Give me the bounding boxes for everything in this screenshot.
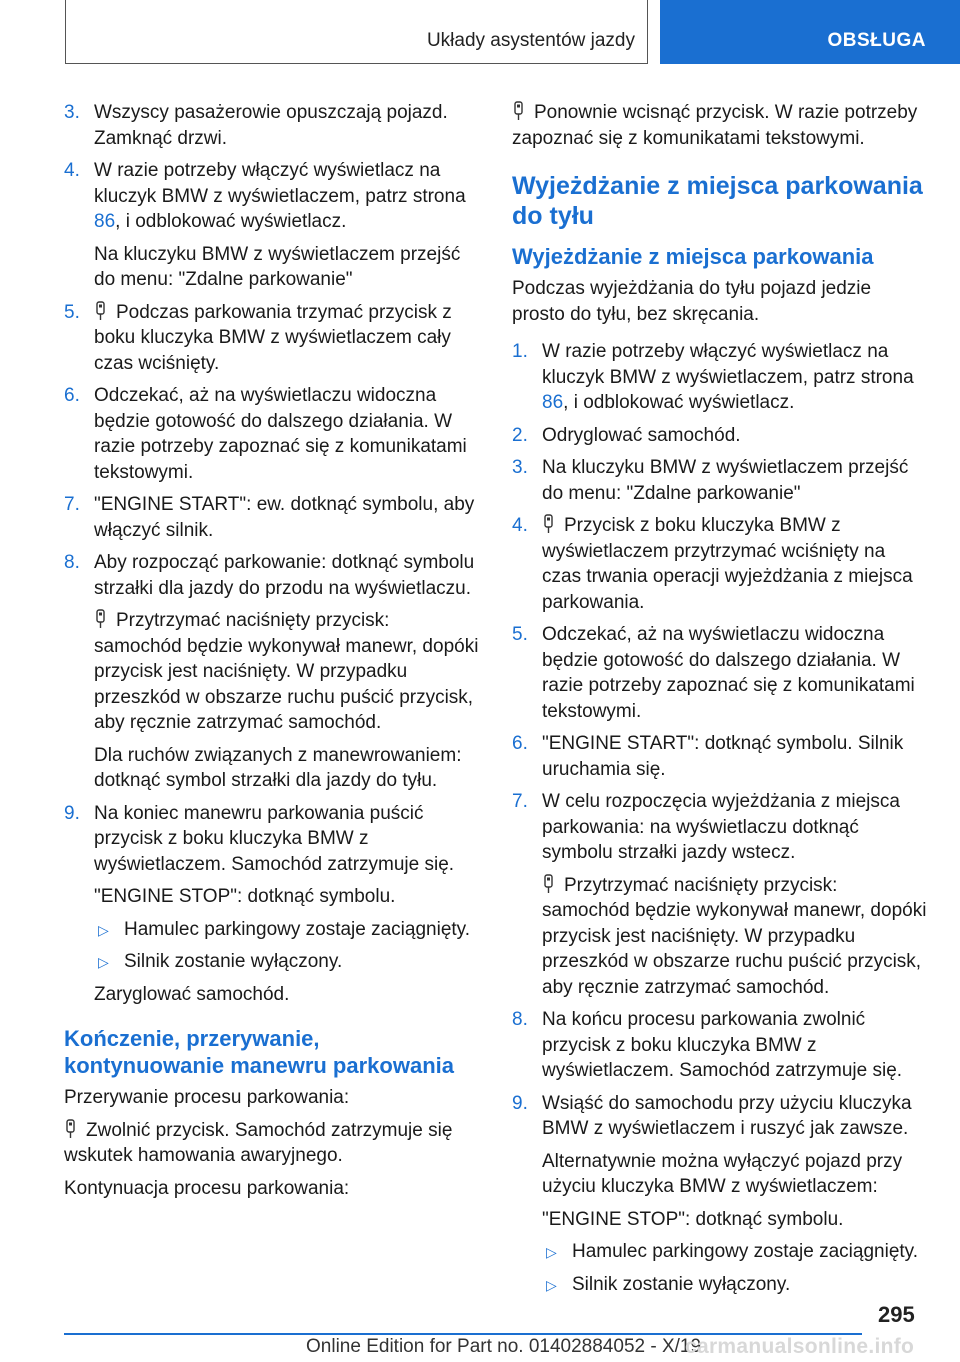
step-number: 5. [512,624,528,645]
bullet-text: Hamulec parkingowy zostaje zaciągnięty. [124,918,471,940]
step-9-sub-2: "ENGINE STOP": dotknąć symbolu. [542,1208,844,1230]
step-number: 4. [64,160,80,181]
step-text-cont: , i odblokować wyświetlacz. [115,211,347,232]
step-1 [512,339,928,416]
step-text: Podczas parkowania trzymać przycisk z boku kluczyka BMW z wyświetlaczem cały czas wciśnięty. [94,301,452,374]
step-text: Aby rozpocząć parkowanie: dotknąć symbolu strzałki dla jazdy do przodu na wyświetlaczu. [94,552,475,599]
step-text: W celu rozpoczęcia wyjeżdżania z miejsca parkowania: na wyświetlaczu dotknąć symbolu strzałki jazdy wstecz. [542,791,900,863]
step-text: Wszyscy pasażerowie opuszczają pojazd. Zamknąć drzwi. [94,102,448,149]
step-5 [64,300,480,377]
right-column [512,100,928,1304]
bullet-item [512,1272,928,1298]
paragraph [64,1118,480,1169]
step-number: 6. [64,385,80,406]
watermark: carmanualsonline.info [685,1335,915,1358]
chapter-title: OBSŁUGA [827,30,926,51]
chapter-tab [660,0,960,64]
sub-text: Przytrzymać naciśnięty przycisk: samochód będzie wykonywał manewr, dopóki przycisk jest naciśnięty. W przypadku przeszkód w obszarze ruchu puścić przycisk, aby ręcznie zatrzymać samochód. [542,874,927,998]
bullet-item [64,917,480,943]
step-text: "ENGINE START": ew. dotknąć symbolu, aby włączyć silnik. [94,494,475,541]
left-column [64,100,480,1208]
bullet-item [512,1239,928,1265]
section-title-box [65,0,648,64]
remote-key-button-icon [512,101,526,121]
step-number: 7. [64,494,80,515]
sub-text: Przytrzymać naciśnięty przycisk: samochód będzie wykonywał manewr, dopóki przycisk jest naciśnięty. W przypadku przeszkód w obszarze ruchu puścić przycisk, aby ręcznie zatrzymać samochód. [94,610,479,733]
step-2 [512,423,928,449]
step-text: Odczekać, aż na wyświetlaczu widoczna będzie gotowość do dalszego działania. W razie potrzeby zapoznać się z komunikatami tekstowymi. [542,624,915,722]
paragraph [512,100,928,151]
bullet-item [64,949,480,975]
bullet-text: Silnik zostanie wyłączony. [572,1273,791,1295]
step-number: 7. [512,791,528,812]
edition-text: Online Edition for Part no. 01402884052 - X/19 [306,1336,702,1357]
page-link-86[interactable]: 86 [542,392,564,413]
step-7 [512,789,928,866]
section-title: Układy asystentów jazdy [426,30,635,51]
paragraph: Kontynuacja procesu parkowania: [64,1177,350,1199]
remote-key-button-icon [94,609,108,629]
paragraph: Podczas wyjeżdżania do tyłu pojazd jedzie prosto do tyłu, bez skręcania. [512,278,872,325]
remote-key-button-icon [94,301,108,321]
step-text: Na koniec manewru parkowania puścić przycisk z boku kluczyka BMW z wyświetlaczem. Samochód zatrzymuje się. [94,802,455,875]
step-3 [64,100,480,151]
step-5 [512,622,928,724]
step-number: 8. [64,552,80,573]
step-number: 1. [512,341,528,362]
step-6 [64,383,480,485]
step-text: "ENGINE START": dotknąć symbolu. Silnik uruchamia się. [542,733,904,780]
step-7-sub [512,873,928,1001]
step-text: W razie potrzeby włączyć wyświetlacz na kluczyk BMW z wyświetlaczem, patrz strona [542,341,914,388]
bullet-text: Silnik zostanie wyłączony. [124,951,343,972]
step-8 [512,1007,928,1084]
step-7 [64,492,480,543]
step-number: 6. [512,733,528,754]
step-text: Odryglować samochód. [542,424,741,446]
step-number: 2. [512,424,528,446]
remote-key-button-icon [542,514,556,534]
step-4 [64,158,480,235]
bullet-text: Hamulec parkingowy zostaje zaciągnięty. [572,1241,919,1262]
paragraph-text: Ponownie wcisnąć przycisk. W razie potrzeby zapoznać się z komunikatami tekstowymi. [512,102,918,149]
step-text: Na końcu procesu parkowania zwolnić przycisk z boku kluczyka BMW z wyświetlaczem. Samochód zatrzymuje się. [542,1009,903,1081]
page-number: 295 [878,1302,915,1327]
paragraph: Przerywanie procesu parkowania: [64,1087,350,1108]
section-heading: Wyjeżdżanie z miejsca parkowania do tyłu [512,172,923,230]
step-number: 3. [512,457,528,478]
step-text: Odczekać, aż na wyświetlaczu widoczna będzie gotowość do dalszego działania. W razie potrzeby zapoznać się z komunikatami tekstowymi. [94,385,467,483]
step-9 [64,801,480,878]
step-number: 9. [512,1092,528,1114]
step-number: 4. [512,515,528,536]
step-9-sub-1: Alternatywnie można wyłączyć pojazd przy użyciu kluczyka BMW z wyświetlaczem: [542,1150,903,1197]
remote-key-button-icon [542,874,556,894]
step-4-sub: Na kluczyku BMW z wyświetlaczem przejść do menu: "Zdalne parkowanie" [94,243,461,290]
step-number: 8. [512,1009,528,1030]
triangle-bullet-icon: ▷ [546,1244,557,1260]
page-link-86[interactable]: 86 [94,211,116,232]
step-text: W razie potrzeby włączyć wyświetlacz na kluczyk BMW z wyświetlaczem, patrz strona [94,160,466,207]
step-9-sub: "ENGINE STOP": dotknąć symbolu. [94,886,396,907]
subsection-heading: Wyjeżdżanie z miejsca parkowania [512,244,874,269]
step-8-sub-1 [64,608,480,736]
step-8 [64,550,480,601]
step-number: 9. [64,802,80,824]
step-9-after: Zaryglować samochód. [94,983,290,1005]
triangle-bullet-icon: ▷ [546,1276,557,1293]
step-text-cont: , i odblokować wyświetlacz. [563,392,795,413]
step-text: Wsiąść do samochodu przy użyciu kluczyka BMW z wyświetlaczem i ruszyć jak zawsze. [542,1092,912,1139]
remote-key-button-icon [64,1119,78,1139]
step-text: Na kluczyku BMW z wyświetlaczem przejść do menu: "Zdalne parkowanie" [542,457,909,504]
step-text: Przycisk z boku kluczyka BMW z wyświetlaczem przytrzymać wciśnięty na czas trwania operacji wyjeżdżania z miejsca parkowania. [542,515,913,613]
section-heading: Kończenie, przerywanie, kontynuowanie manewru parkowania [64,1026,454,1078]
step-8-sub-2: Dla ruchów związanych z manewrowaniem: dotknąć symbol strzałki dla jazdy do tyłu. [94,744,462,791]
step-number: 3. [64,102,80,123]
step-number: 5. [64,301,80,323]
paragraph-text: Zwolnić przycisk. Samochód zatrzymuje się wskutek hamowania awaryjnego. [64,1119,453,1166]
triangle-bullet-icon: ▷ [98,954,109,970]
triangle-bullet-icon: ▷ [98,921,109,938]
step-3 [512,455,928,506]
step-4 [512,513,928,615]
step-6 [512,731,928,782]
step-9 [512,1091,928,1142]
page-header [0,0,960,66]
